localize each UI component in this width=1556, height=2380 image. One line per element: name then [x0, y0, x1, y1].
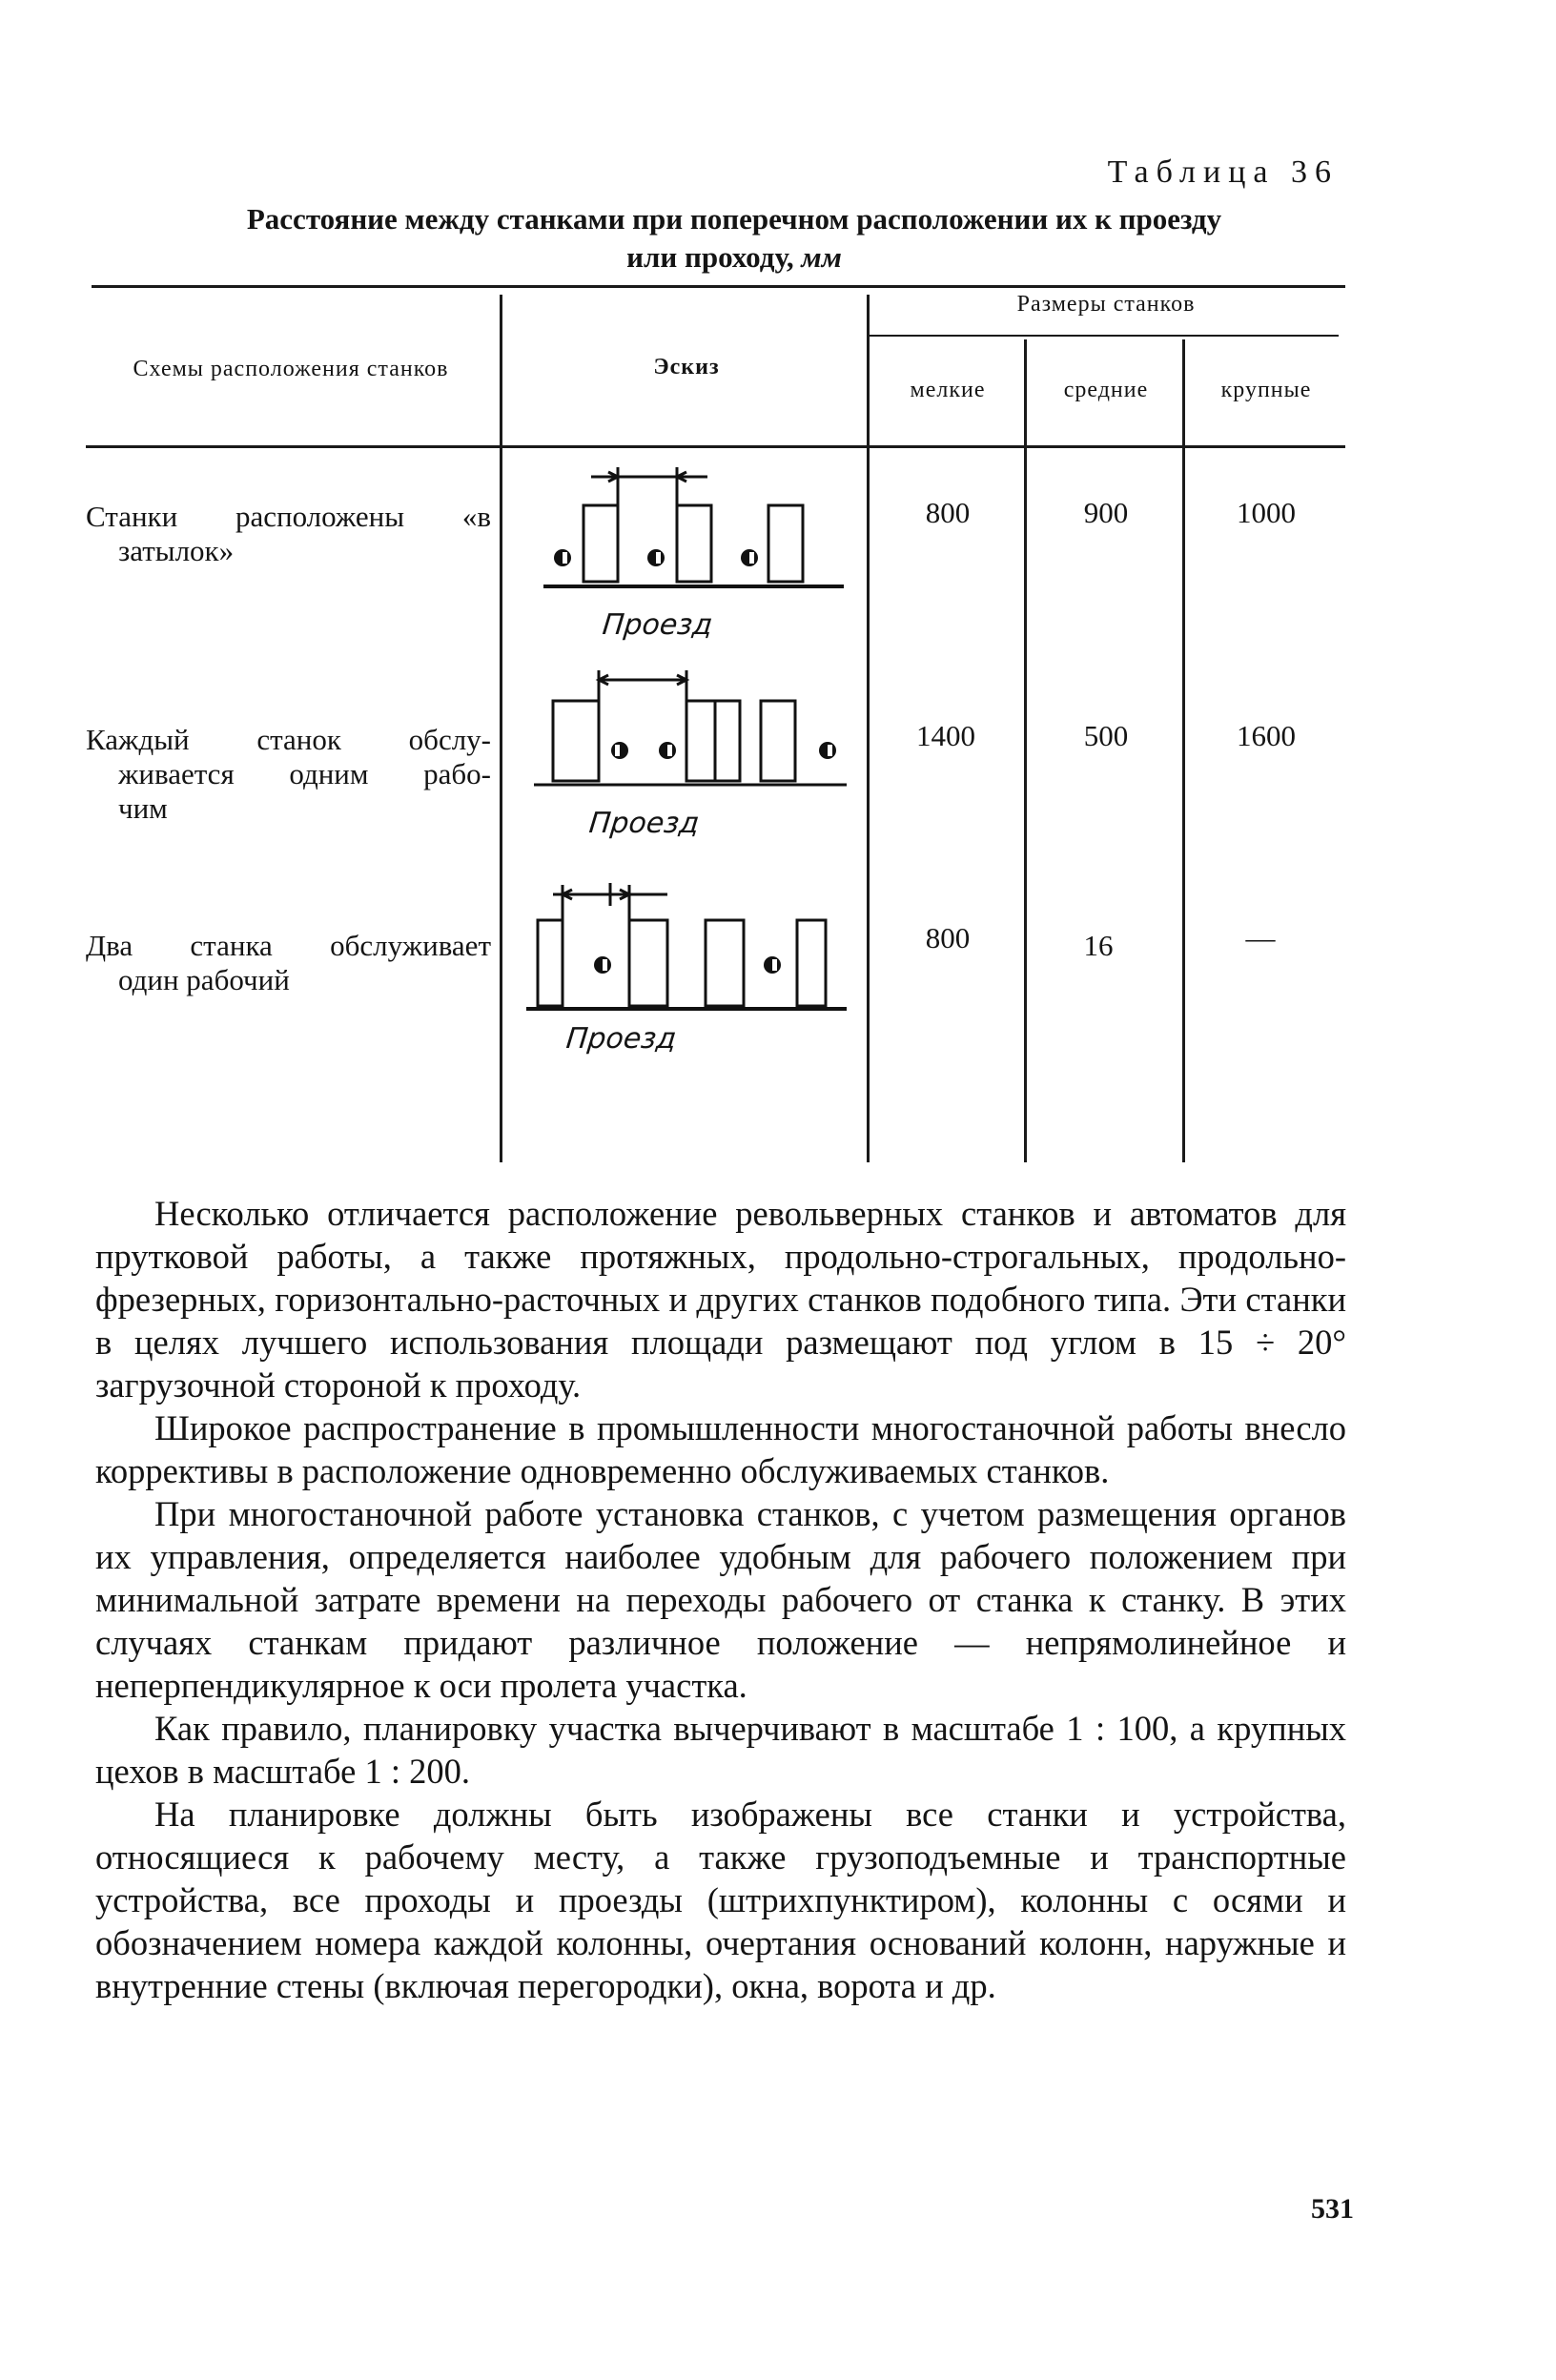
- table-title-text: или проходу,: [626, 240, 794, 274]
- row-2-small: 1400: [916, 719, 975, 752]
- paragraph: На планировке должны быть изображены все станки и устройства, относящиеся к рабочему месту, а также грузоподъемные и транспортные устройства, все проходы и проезды (штрихпунктиром), колонны с осями и обозначением номера каждой колонны, очертания оснований колонн, наружные и внутренние стены (включая перегородки), окна, ворота и др.: [95, 1795, 1346, 2005]
- sketch-label-row-3: Проезд: [564, 1022, 678, 1056]
- header-medium: средние: [1063, 378, 1149, 402]
- row-1-medium: 900: [1083, 496, 1129, 529]
- table-title: [95, 200, 1373, 277]
- header-bottom-rule: [86, 445, 1345, 448]
- paragraph: При многостаночной работе установка станков, с учетом размещения органов их управления, определяется наиболее удобным для рабочего положением при минимальной затрате времени на переходы рабочего от станка к станку. В этих случаях станкам придают различное положение — непрямолинейное и неперпендикулярное к оси пролета участка.: [95, 1494, 1346, 1705]
- col-divider-4: [1182, 339, 1185, 1162]
- table-row-2-scheme: [86, 723, 491, 826]
- row-1-small: 800: [925, 496, 971, 529]
- scheme-line: живается одним рабо-: [118, 757, 491, 790]
- paragraph: Широкое распространение в промышленности многостаночной работы внесло коррективы в расположение одновременно обслуживаемых станков.: [95, 1408, 1346, 1490]
- scheme-line: Два станка обслуживает: [86, 929, 491, 962]
- col-divider-3: [1024, 339, 1027, 1162]
- table-row-3-scheme: [86, 929, 491, 997]
- scheme-line: Каждый станок обслу-: [86, 723, 491, 756]
- body-text: [95, 1192, 1346, 2007]
- header-large: крупные: [1220, 378, 1312, 402]
- row-3-large: —: [1245, 921, 1276, 954]
- header-scheme: Схемы расположения станков: [133, 357, 449, 381]
- row-3-medium: 16: [1083, 929, 1114, 962]
- sketch-row-3: [524, 877, 858, 1020]
- size-header-rule: [870, 335, 1339, 337]
- sketch-label-row-1: Проезд: [601, 608, 714, 642]
- header-sizes: Размеры станков: [1016, 292, 1196, 317]
- sketch-row-1: [534, 458, 858, 610]
- table-title-line2: [95, 238, 1373, 277]
- row-1-large: 1000: [1237, 496, 1296, 529]
- paragraph: Как правило, планировку участка вычерчивают в масштабе 1 : 100, а крупных цехов в масштабе 1 : 200.: [95, 1709, 1346, 1791]
- table-top-rule: [92, 285, 1345, 288]
- row-3-small: 800: [925, 921, 971, 954]
- scheme-line: один рабочий: [118, 963, 290, 996]
- table-label: Таблица 36: [1107, 154, 1339, 190]
- scheme-line: Станки расположены «в: [86, 500, 491, 533]
- header-small: мелкие: [910, 378, 986, 402]
- scheme-line: чим: [118, 791, 168, 825]
- sketch-label-row-2: Проезд: [587, 807, 701, 840]
- header-sketch: Эскиз: [653, 355, 720, 380]
- table-row-1-scheme: [86, 500, 491, 568]
- row-2-medium: 500: [1083, 719, 1129, 752]
- table-title-line1: Расстояние между станками при поперечном расположении их к проезду: [246, 202, 1222, 236]
- table-title-unit: мм: [801, 240, 842, 274]
- sketch-row-2: [534, 663, 858, 806]
- paragraph: Несколько отличается расположение револьверных станков и автоматов для прутковой работы, а также протяжных, продольно-строгальных, продольно-фрезерных, горизонтально-расточных и других станков подобного типа. Эти станки в целях лучшего использования площади размещают под углом в 15 ÷ 20° загрузочной стороной к проходу.: [95, 1194, 1346, 1405]
- scheme-line: затылок»: [118, 534, 235, 567]
- col-divider-1: [500, 295, 502, 1162]
- page-number: 531: [1311, 2193, 1354, 2225]
- row-2-large: 1600: [1237, 719, 1296, 752]
